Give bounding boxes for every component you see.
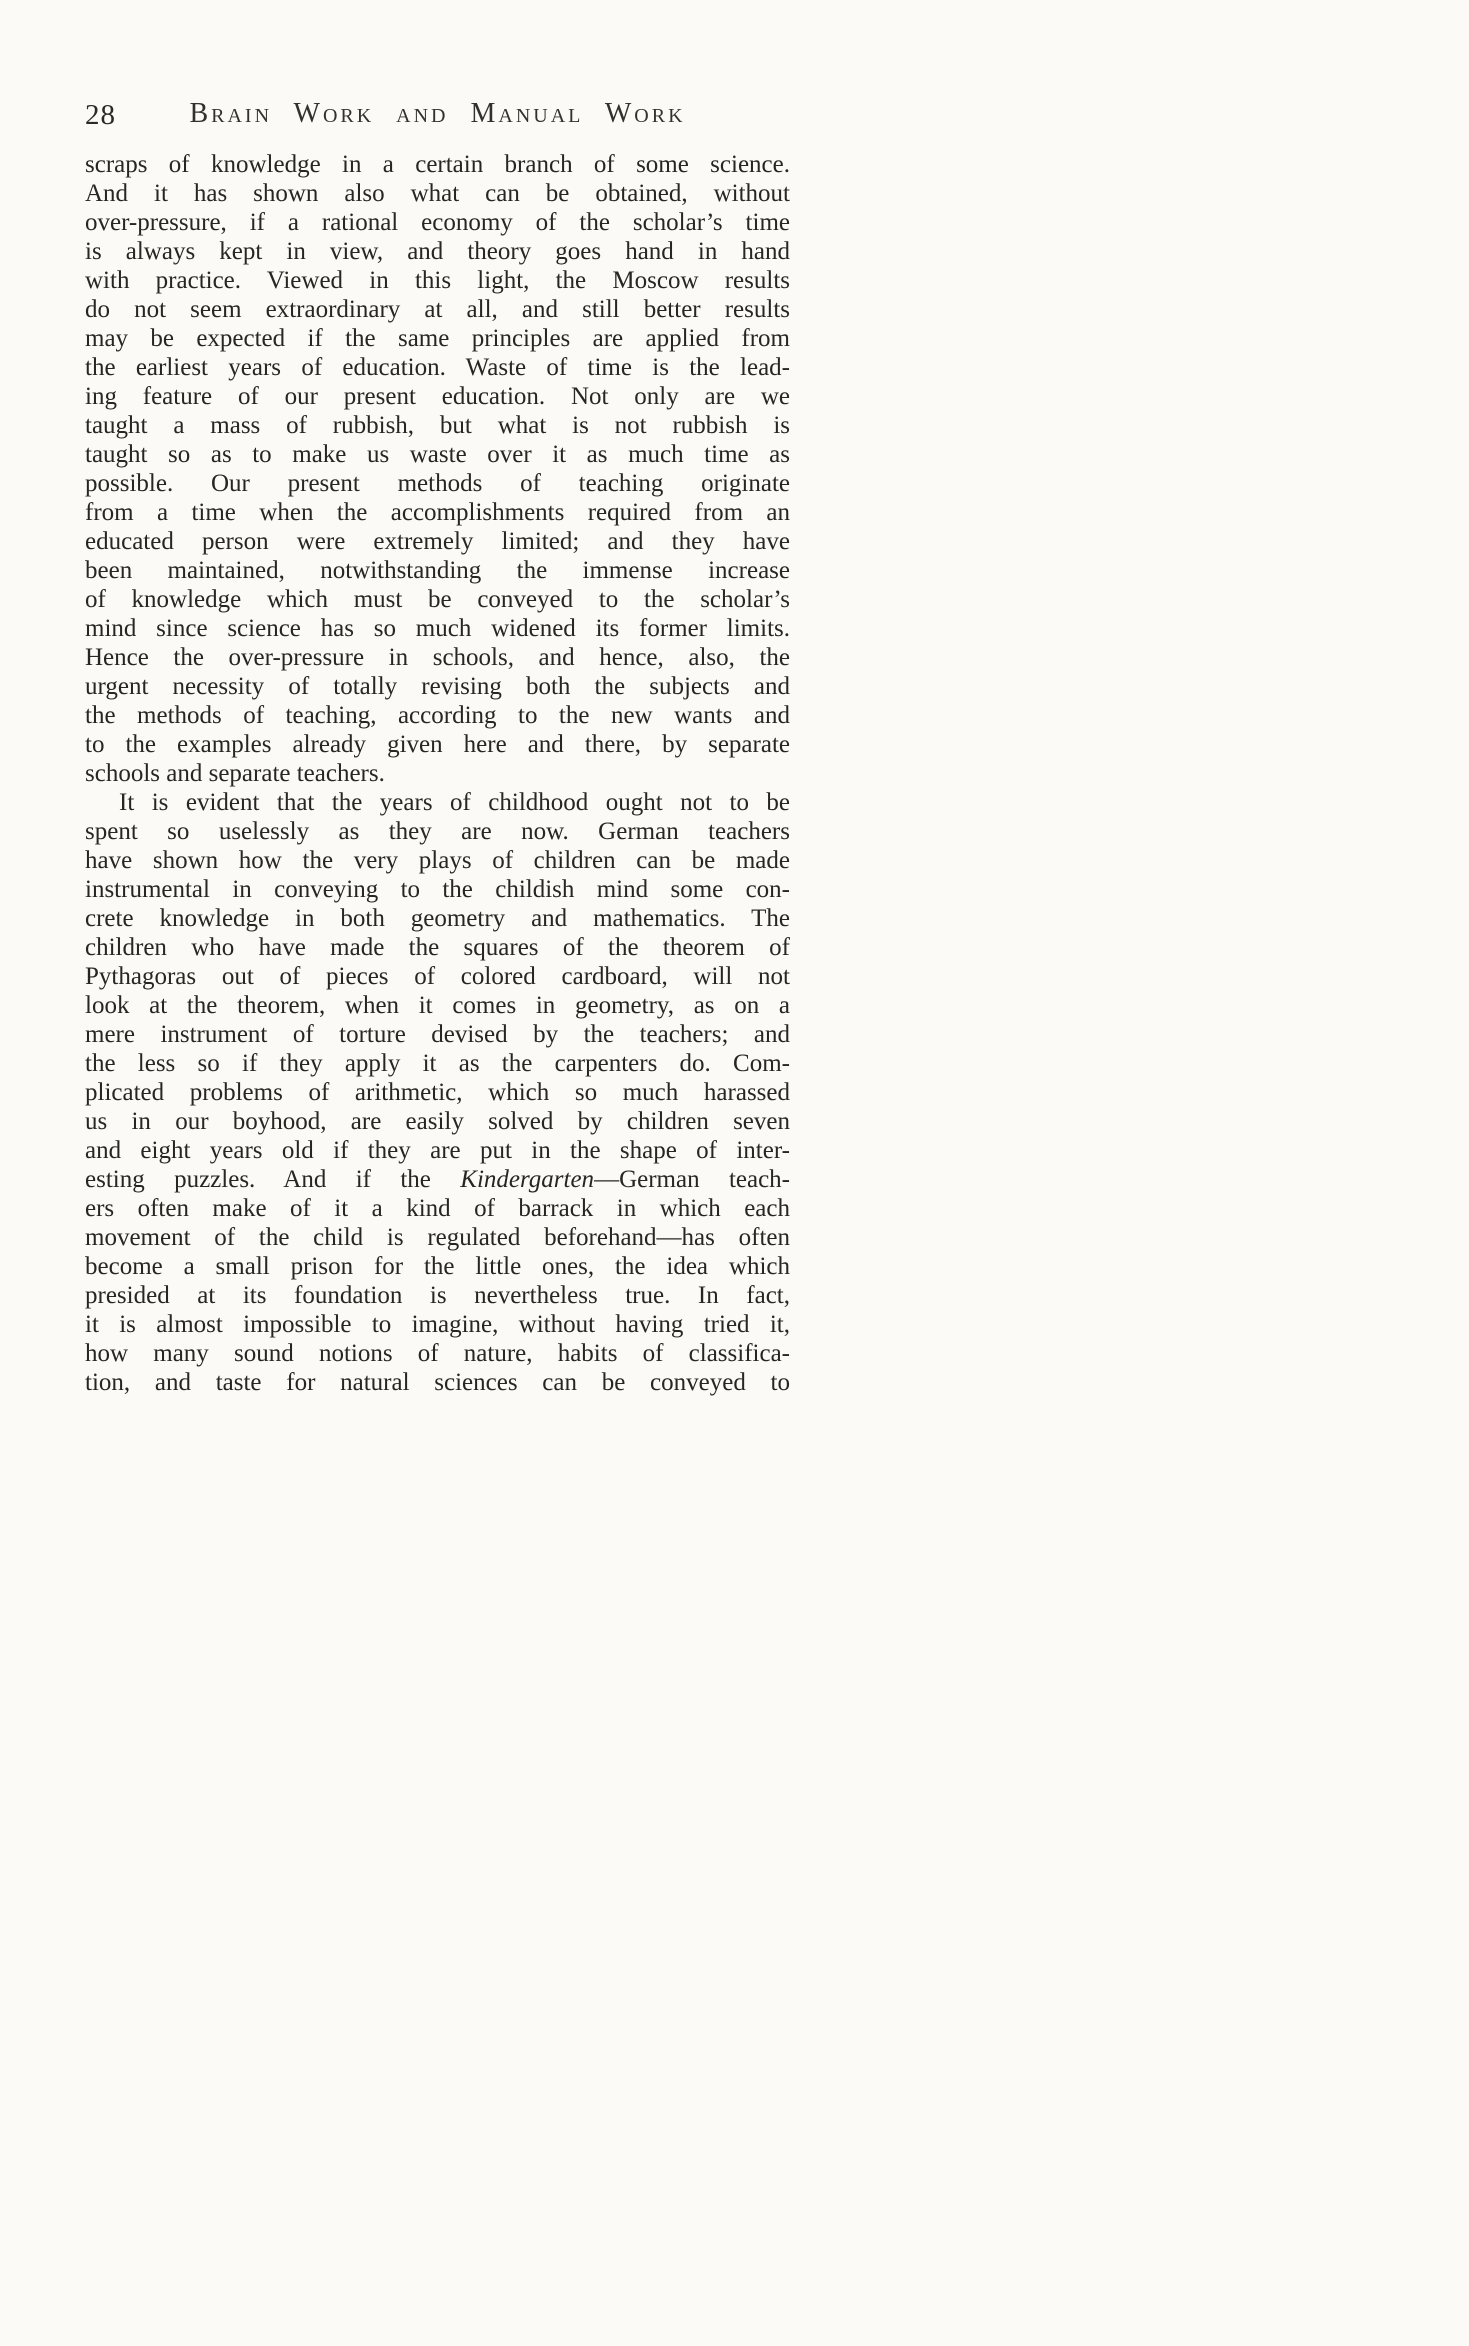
text-line: do not seem extraordinary at all, and still better results (85, 296, 790, 323)
text-line: how many sound notions of nature, habits of classifica- (85, 1340, 790, 1367)
text-line: the less so if they apply it as the carpenters do. Com- (85, 1050, 790, 1077)
text-line: movement of the child is regulated beforehand—has often (85, 1224, 790, 1251)
text-line: over-pressure, if a rational economy of the scholar’s time (85, 209, 790, 236)
text-line: of knowledge which must be conveyed to the scholar’s (85, 586, 790, 613)
body-text (85, 150, 790, 1397)
text-line: taught so as to make us waste over it as much time as (85, 441, 790, 468)
text-line: And it has shown also what can be obtained, without (85, 180, 790, 207)
text-line: to the examples already given here and there, by separate (85, 731, 790, 758)
text-line: ing feature of our present education. Not only are we (85, 383, 790, 410)
text-line: from a time when the accomplishments required from an (85, 499, 790, 526)
text-line: Hence the over-pressure in schools, and hence, also, the (85, 644, 790, 671)
text-line: crete knowledge in both geometry and mathematics. The (85, 905, 790, 932)
text-line: it is almost impossible to imagine, without having tried it, (85, 1311, 790, 1338)
page-header (85, 98, 790, 136)
text-line: taught a mass of rubbish, but what is not rubbish is (85, 412, 790, 439)
text-line: us in our boyhood, are easily solved by children seven (85, 1108, 790, 1135)
running-title: Brain Work and Manual Work (189, 98, 686, 129)
text-line: have shown how the very plays of children can be made (85, 847, 790, 874)
text-line: instrumental in conveying to the childish mind some con- (85, 876, 790, 903)
text-segment: —German teach- (594, 1166, 791, 1193)
text-line: with practice. Viewed in this light, the Moscow results (85, 267, 790, 294)
paragraph (85, 788, 790, 1397)
page-number: 28 (85, 99, 116, 131)
text-line: urgent necessity of totally revising both the subjects and (85, 673, 790, 700)
text-line: tion, and taste for natural sciences can be conveyed to (85, 1369, 790, 1396)
text-segment: esting puzzles. And if the (85, 1166, 461, 1193)
text-line: presided at its foundation is nevertheless true. In fact, (85, 1282, 790, 1309)
text-line: scraps of knowledge in a certain branch of some science. (85, 151, 790, 178)
text-line: and eight years old if they are put in the shape of inter- (85, 1137, 790, 1164)
text-line: the methods of teaching, according to the new wants and (85, 702, 790, 729)
text-line: Pythagoras out of pieces of colored cardboard, will not (85, 963, 790, 990)
text-line: plicated problems of arithmetic, which so much harassed (85, 1079, 790, 1106)
text-line: educated person were extremely limited; and they have (85, 528, 790, 555)
paragraph (85, 150, 790, 788)
text-line: is always kept in view, and theory goes hand in hand (85, 238, 790, 265)
text-line: mind since science has so much widened its former limits. (85, 615, 790, 642)
text-line: possible. Our present methods of teaching originate (85, 470, 790, 497)
text-line: ers often make of it a kind of barrack in which each (85, 1195, 790, 1222)
text-line: It is evident that the years of childhood ought not to be (119, 789, 790, 816)
text-line: the earliest years of education. Waste of time is the lead- (85, 354, 790, 381)
text-line: been maintained, notwithstanding the immense increase (85, 557, 790, 584)
text-line: look at the theorem, when it comes in geometry, as on a (85, 992, 790, 1019)
book-page (85, 98, 790, 1397)
text-line: children who have made the squares of the theorem of (85, 934, 790, 961)
text-line: mere instrument of torture devised by the teachers; and (85, 1021, 790, 1048)
text-line (85, 1165, 790, 1194)
text-line: become a small prison for the little ones, the idea which (85, 1253, 790, 1280)
text-line: may be expected if the same principles are applied from (85, 325, 790, 352)
text-line: schools and separate teachers. (85, 760, 385, 787)
text-line: spent so uselessly as they are now. German teachers (85, 818, 790, 845)
italic-term: Kindergarten (460, 1166, 595, 1193)
